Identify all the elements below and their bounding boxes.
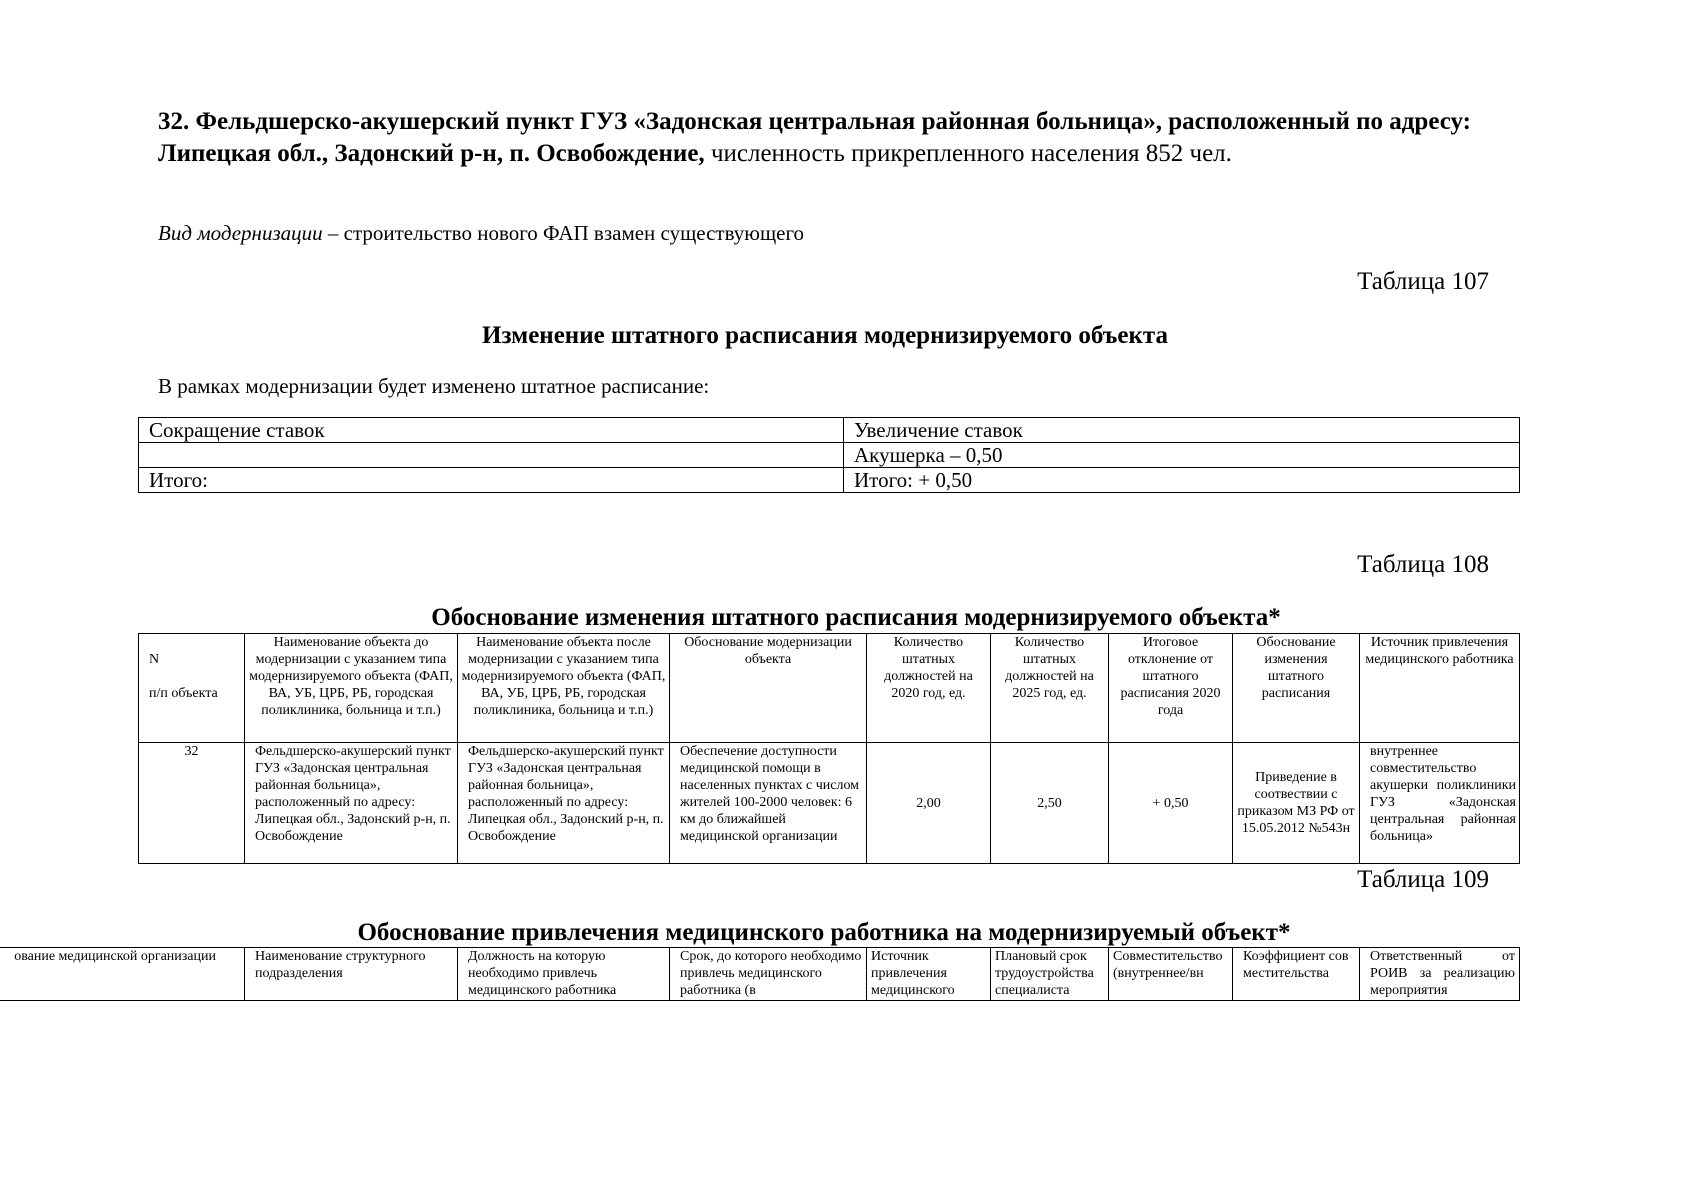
header-cell: Наименование объекта после модернизации с указанием типа модернизируемого объекта (ФАП, ВА, УБ, ЦРБ, РБ, городская поликлиника, больница и т.п.) [458, 634, 670, 743]
header-cell: Источник привлечения медицинского работника [1360, 634, 1520, 743]
header-cell: Совместительство (внутреннее/вн [1109, 948, 1233, 1001]
staff-justification-table [138, 633, 1520, 864]
table-row [139, 468, 1520, 493]
worker-source: внутреннее совместительство акушерки поликлиники ГУЗ «Задонская центральная районная больница» [1360, 743, 1520, 864]
table-cell: Увеличение ставок [844, 418, 1520, 443]
header-cell: Обоснование модернизации объекта [670, 634, 867, 743]
count-2020: 2,00 [867, 743, 991, 864]
table-107-number: Таблица 107 [1357, 268, 1489, 295]
table-109-title: Обоснование привлечения медицинского работника на модернизируемый объект* [357, 919, 1291, 946]
modernization-text: – строительство нового ФАП взамен существующего [322, 221, 805, 245]
table-107-title: Изменение штатного расписания модернизируемого объекта [482, 322, 1168, 349]
modernization-justification: Обеспечение доступности медицинской помощи в населенных пунктах с числом жителей 100-2000 человек: 6 км до ближайшей медицинской организации [670, 743, 867, 864]
header-cell: Наименование структурного подразделения [245, 948, 458, 1001]
table-row [139, 443, 1520, 468]
modernization-type [158, 219, 804, 247]
header-cell: Наименование объекта до модернизации с указанием типа модернизируемого объекта (ФАП, ВА, УБ, ЦРБ, РБ, городская поликлиника, больница и т.п.) [245, 634, 458, 743]
header-cell-n [139, 634, 245, 743]
header-cell: Обоснование изменения штатного расписания [1233, 634, 1360, 743]
table-cell: Итого: [139, 468, 844, 493]
header-n-line2: п/п объекта [149, 686, 218, 701]
table-row [139, 743, 1520, 864]
row-number: 32 [139, 743, 245, 864]
header-cell: Срок, до которого необходимо привлечь медицинского работника (в [670, 948, 867, 1001]
header-cell: Должность на которую необходимо привлечь медицинского работника [458, 948, 670, 1001]
table-cell: Итого: + 0,50 [844, 468, 1520, 493]
object-before: Фельдшерско-акушерский пункт ГУЗ «Задонская центральная районная больница», расположенный по адресу: Липецкая обл., Задонский р-н, п. Освобождение [245, 743, 458, 864]
object-after: Фельдшерско-акушерский пункт ГУЗ «Задонская центральная районная больница», расположенный по адресу: Липецкая обл., Задонский р-н, п. Освобождение [458, 743, 670, 864]
header-cell: Ответственный от РОИВ за реализацию мероприятия [1360, 948, 1520, 1001]
count-2025: 2,50 [991, 743, 1109, 864]
table-108-title: Обоснование изменения штатного расписания модернизируемого объекта* [431, 604, 1281, 631]
table-cell: Сокращение ставок [139, 418, 844, 443]
table-cell [139, 443, 844, 468]
table-108-number: Таблица 108 [1357, 551, 1489, 578]
header-cell: Итоговое отклонение от штатного расписания 2020 года [1109, 634, 1233, 743]
section-heading-bold: 32. Фельдшерско-акушерский пункт ГУЗ «Задонская центральная районная больница», расположенный по адресу: Липецкая обл., Задонский р-н, п. Освобождение, [158, 108, 1471, 167]
table-header-row [139, 634, 1520, 743]
table-107-intro: В рамках модернизации будет изменено штатное расписание: [158, 374, 710, 398]
modernization-label: Вид модернизации [158, 221, 323, 245]
header-cell: Источник привлечения медицинского [867, 948, 991, 1001]
table-row [139, 418, 1520, 443]
change-basis: Приведение в соотвествии с приказом МЗ РФ от 15.05.2012 №543н [1233, 743, 1360, 864]
table-109-number: Таблица 109 [1357, 866, 1489, 893]
header-cell: Количество штатных должностей на 2025 год, ед. [991, 634, 1109, 743]
header-cell: Коэффициент совместительства [1233, 948, 1360, 1001]
header-cell: ование медицинской организации [0, 948, 245, 1001]
section-heading [158, 106, 1498, 170]
worker-attraction-table [0, 947, 1520, 1001]
header-n-line1: N [149, 652, 160, 667]
header-cell: Количество штатных должностей на 2020 год, ед. [867, 634, 991, 743]
table-header-row [0, 948, 1520, 1001]
header-cell: Плановый срок трудоустройства специалиста [991, 948, 1109, 1001]
section-heading-normal: численность прикрепленного населения 852 чел. [704, 140, 1232, 167]
deviation: + 0,50 [1109, 743, 1233, 864]
table-cell: Акушерка – 0,50 [844, 443, 1520, 468]
staff-change-table [138, 417, 1520, 493]
